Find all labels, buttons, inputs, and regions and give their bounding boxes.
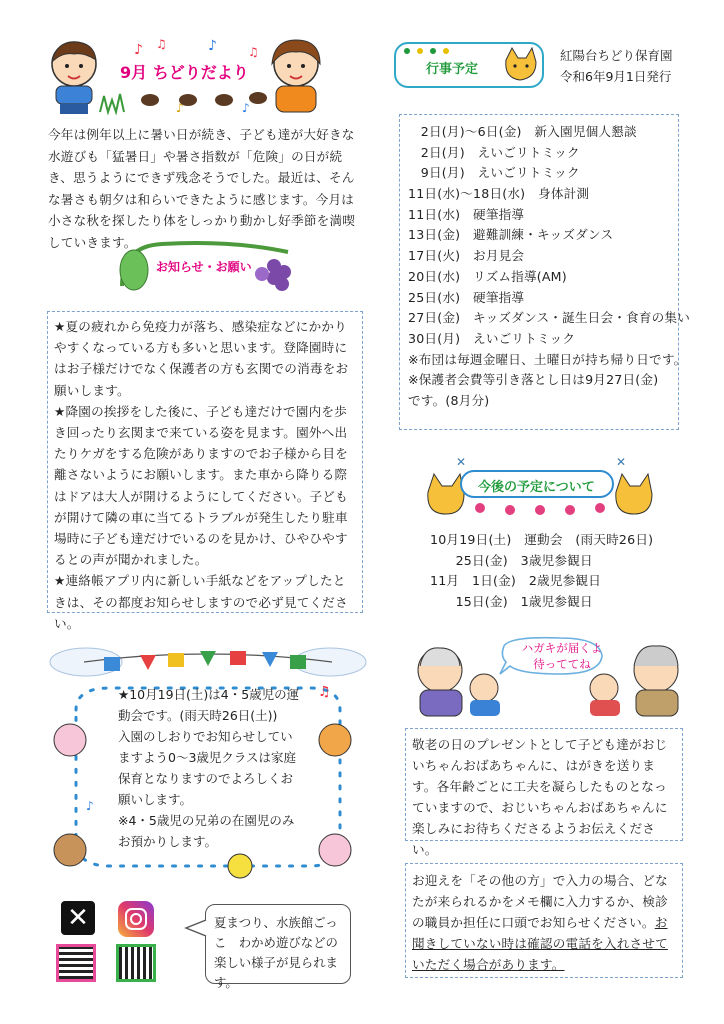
respect-bubble-text: ハガキが届くよ 待っててね (521, 641, 603, 671)
notice-box (47, 311, 363, 631)
event-item: 17日(火) お月見会 (408, 248, 525, 264)
event-item: 27日(金) キッズダンス・誕生日会・食育の集い (408, 310, 691, 326)
future-list (430, 530, 653, 612)
respect-illustration (410, 636, 690, 718)
notice-heading: お知らせ・お願い (156, 260, 252, 274)
events-heading-box (394, 42, 544, 88)
event-item: 13日(金) 避難訓練・キッズダンス (408, 227, 614, 243)
future-item: 11月 1日(金) 2歳児参観日 (430, 573, 602, 588)
event-note: です。(8月分) (408, 392, 490, 408)
school-name: 紅陽台ちどり保育園 (560, 48, 673, 63)
svg-text:♪: ♪ (176, 101, 184, 115)
sports-text: ★10月19日(土)は4・5歳児の運動会です。(雨天時26日(土)) 入園のしおりでお知らせしていますよう0～3歳児クラスは家庭保育となりますのでよろしくお願いします。 ※4・5歳児の兄弟の在園児のみお預かりします。 (118, 687, 300, 849)
svg-text:♪: ♪ (208, 38, 217, 54)
fox-icon (500, 46, 540, 88)
event-item: 2日(月)～6日(金) 新入園児個人懇談 (408, 124, 637, 139)
flower-garland-icon (402, 46, 462, 56)
future-item: 25日(金) 3歳児参観日 (430, 552, 593, 568)
page-title: 9月 ちどりだより (120, 63, 249, 82)
respect-box (405, 728, 683, 857)
notice-paragraph-1: ★夏の疲れから免疫力が落ち、感染症などにかかりやすくなっている方も多いと思います。登降園時にはお子様だけでなく保護者の方も玄関での消毒をお願いします。 (54, 319, 349, 398)
future-item: 10月19日(土) 運動会 (雨天時26日) (430, 532, 654, 547)
respect-text: 敬老の日のプレゼントとして子ども達がおじいちゃんおばあちゃんに、はがきを送ります。各年齢ごとに工夫を凝らしたものとなっていますので、おじいちゃんおばあちゃんに楽しみにお待ちくださるようお伝えください。 (412, 737, 668, 857)
event-note: ※保護者会費等引き落とし日は9月27日(金) (408, 372, 659, 388)
header-illustration (38, 34, 328, 116)
future-heading: 今後の予定について (478, 480, 595, 495)
future-heading-area (420, 452, 660, 516)
event-item: 11日(水) 硬筆指導 (408, 206, 525, 222)
notice-paragraph-3: ★連絡帳アプリ内に新しい手紙などをアップしたときは、その都度お知らせしますので必ず見てください。 (54, 573, 348, 631)
social-speech-text: 夏まつり、水族館ごっこ わかめ遊びなどの楽しい様子が見られます。 (214, 915, 338, 990)
event-list (408, 122, 691, 412)
event-item: 20日(水) リズム指導(AM) (408, 268, 567, 284)
events-box (399, 114, 691, 430)
svg-text:♫: ♫ (248, 45, 259, 59)
intro-text: 今年は例年以上に暑い日が続き、子ども達が大好きな水遊びも「猛暑日」や暑さ指数が「危険」の日が続き、思うようにできず残念そうでした。最近は、そんな暑さも朝夕は和らいできたように感じます。今月は小さな秋を探したり体をしっかり動かし好季節を満喫していきます。 (48, 127, 356, 250)
social-speech-bubble (205, 904, 351, 990)
event-item: 11日(水)～18日(水) 身体計測 (408, 186, 590, 202)
event-item: 25日(水) 硬筆指導 (408, 289, 525, 305)
speech-tail-icon (184, 918, 208, 938)
event-item: 30日(月) えいごリトミック (408, 330, 576, 346)
x-qr-code[interactable] (56, 944, 96, 982)
svg-text:✕: ✕ (456, 455, 467, 469)
notice-paragraph-2: ★降園の挨拶をした後に、子ども達だけで園内を歩き回ったり玄関まで来ている姿を見ます。園外へ出たりケガをする危険がありますのでお子様から目を離さないようにお願いします。また車から降りる際はドアは大人が開けるようにしてください。子どもが開けて隣の車に当てるトラブルが発生したり駐車場時に子ども達だけでいるのを見かけ、ひやひやするとの声が聞かれました。 (54, 403, 349, 568)
event-item: 2日(月) えいごリトミック (408, 144, 580, 160)
instagram-qr-code[interactable] (116, 944, 156, 982)
svg-text:♪: ♪ (86, 799, 94, 813)
svg-text:♪: ♪ (242, 101, 250, 115)
x-logo-icon[interactable]: ✕ (61, 901, 95, 935)
svg-text:✕: ✕ (616, 455, 627, 469)
svg-text:♪: ♪ (134, 42, 143, 58)
issue-date: 令和6年9月1日発行 (560, 69, 672, 84)
event-note: ※布団は毎週金曜日、土曜日が持ち帰り日です。 (408, 351, 687, 367)
events-heading: 行事予定 (426, 62, 479, 77)
pickup-text-underlined: お聞きしていない時は確認の電話を入れさせていただく場合があります。 (412, 915, 668, 972)
event-item: 9日(月) えいごリトミック (408, 165, 580, 181)
svg-text:♫: ♫ (156, 37, 167, 51)
future-item: 15日(金) 1歳児参観日 (430, 593, 593, 609)
pickup-box (405, 863, 683, 978)
pickup-text: お迎えを「その他の方」で入力の場合、どなたが来られるかをメモ欄に入力するか、検診の職員か担任に口頭でお知らせください。 (412, 873, 668, 930)
notice-heading-area (112, 236, 302, 296)
instagram-logo-icon[interactable] (118, 901, 154, 937)
svg-text:♫: ♫ (318, 684, 331, 700)
